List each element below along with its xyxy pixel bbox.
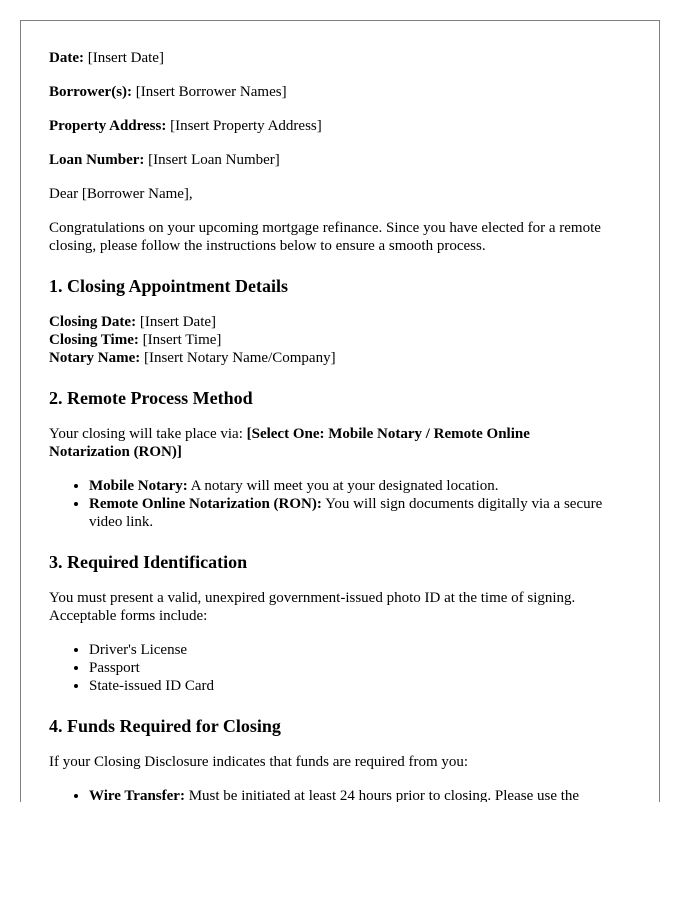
borrower-field xyxy=(49,83,609,101)
letter-page xyxy=(20,20,660,802)
property-address-value: [Insert Property Address] xyxy=(166,118,322,134)
funds-heading: 4. Funds Required for Closing xyxy=(49,716,281,736)
notary-name-field xyxy=(49,349,609,367)
mobile-notary-text: A notary will meet you at your designated location. xyxy=(187,478,499,494)
property-address-label: Property Address: xyxy=(49,118,167,134)
closing-date-value: [Insert Date] xyxy=(136,314,217,330)
wire-transfer-text: Must be initiated at least 24 hours prior to closing. Please use the xyxy=(184,788,580,802)
property-address-field xyxy=(49,117,609,135)
loan-number-field xyxy=(49,151,609,169)
loan-number-label: Loan Number: xyxy=(49,152,145,168)
date-value: [Insert Date] xyxy=(83,50,164,66)
intro-paragraph: Congratulations on your upcoming mortgage refinance. Since you have elected for a remote closing, please follow the instructions below to ensure a smooth process. xyxy=(49,220,601,254)
date-field xyxy=(49,49,609,67)
borrower-value: [Insert Borrower Names] xyxy=(132,84,287,100)
notary-name-label: Notary Name: xyxy=(49,350,141,366)
list-item-ron xyxy=(89,495,609,531)
funds-list xyxy=(49,787,609,802)
ron-text: You will sign documents digitally via a secure video link. xyxy=(89,496,603,530)
closing-date-field xyxy=(49,313,609,331)
salutation: Dear [Borrower Name], xyxy=(49,186,193,202)
loan-number-value: [Insert Loan Number] xyxy=(144,152,280,168)
list-item-drivers-license: • Driver's License xyxy=(89,641,609,659)
date-label: Date: xyxy=(49,50,84,66)
closing-time-label: Closing Time: xyxy=(49,332,139,348)
identification-list xyxy=(49,641,609,695)
method-heading: 2. Remote Process Method xyxy=(49,388,253,408)
closing-date-label: Closing Date: xyxy=(49,314,137,330)
list-item-passport: • Passport xyxy=(89,659,609,677)
letter-content xyxy=(49,49,609,802)
mobile-notary-label: Mobile Notary: xyxy=(89,478,188,494)
list-item-state-id: • State-issued ID Card xyxy=(89,677,609,695)
method-text: Your closing will take place via: xyxy=(49,426,247,442)
ron-label: Remote Online Notarization (RON): xyxy=(89,496,322,512)
borrower-label: Borrower(s): xyxy=(49,84,133,100)
method-choice: [Select One: Mobile Notary / Remote Online Notarization (RON)] xyxy=(49,426,530,460)
wire-transfer-label: Wire Transfer: xyxy=(89,788,185,802)
method-list xyxy=(49,477,609,531)
funds-paragraph: If your Closing Disclosure indicates that funds are required from you: xyxy=(49,754,469,770)
closing-time-value: [Insert Time] xyxy=(138,332,222,348)
list-item-wire-transfer xyxy=(89,787,609,802)
closing-time-field xyxy=(49,331,609,349)
method-paragraph xyxy=(49,425,609,461)
identification-heading: 3. Required Identification xyxy=(49,552,248,572)
appointment-heading: 1. Closing Appointment Details xyxy=(49,276,289,296)
identification-paragraph: You must present a valid, unexpired government-issued photo ID at the time of signing. Acceptable forms include: xyxy=(49,590,576,624)
list-item-mobile-notary xyxy=(89,477,609,495)
notary-name-value: [Insert Notary Name/Company] xyxy=(140,350,336,366)
appointment-details xyxy=(49,313,609,367)
